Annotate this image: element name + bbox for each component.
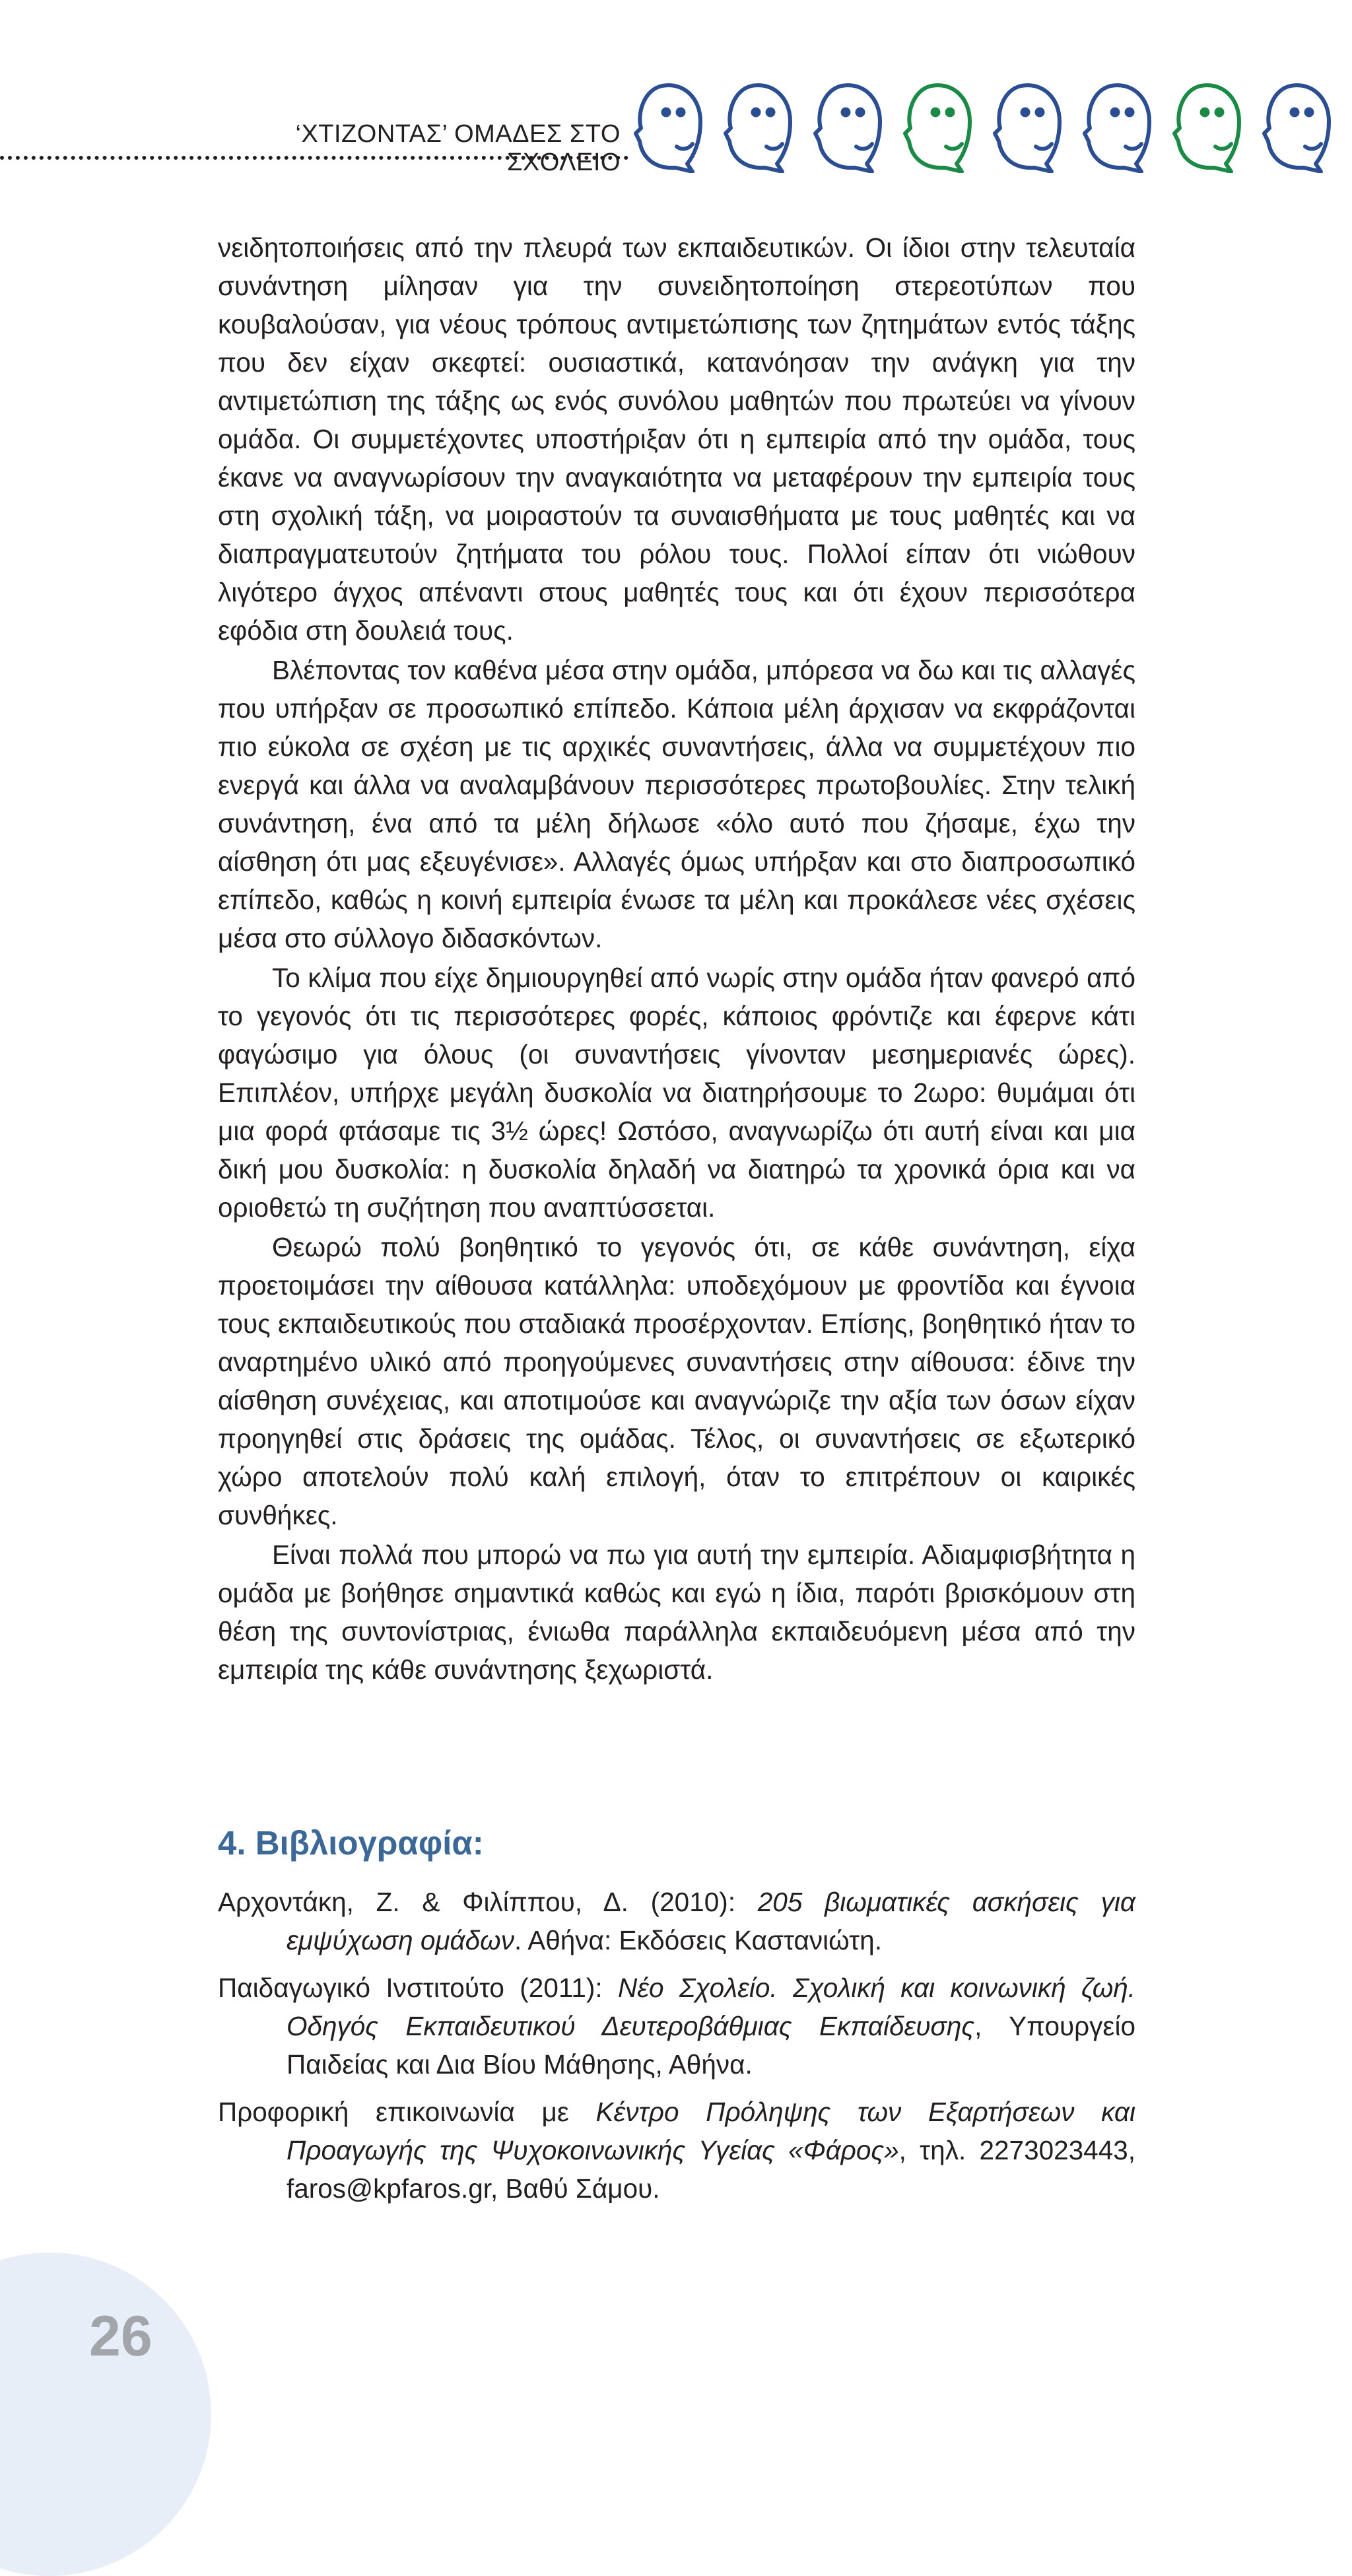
header-dotted-rule	[0, 156, 628, 160]
face-icon-8	[1264, 85, 1329, 172]
body-paragraph: Το κλίμα που είχε δημιουργηθεί από νωρίς στην ομάδα ήταν φανερό από το γεγονός ότι τις περισσότερες φορές, κάποιος φρόντιζε και έφερνε κάτι φαγώσιμο για όλους (οι συναντήσεις γίνονταν μεσημεριανές ώρες). Επιπλέον, υπήρχε μεγάλη δυσκολία να διατηρήσουμε το 2ωρο: θυμάμαι ότι μια φορά φτάσαμε τις 3½ ώρες! Ωστόσο, αναγνωρίζω ότι αυτή είναι και μια δική μου δυσκολία: η δυσκολία δηλαδή να διατηρώ τα χρονικά όρια και να οριοθετώ τη συζήτηση που αναπτύσσεται.	[218, 963, 1135, 1223]
face-icon-5	[995, 85, 1060, 172]
bibliography-entry	[218, 2093, 1135, 2208]
header-faces-decoration	[630, 74, 1352, 173]
ref-title: Νέο Σχολείο. Σχολική και κοινωνική ζωή. Οδηγός Εκπαιδευτικού Δευτεροβάθμιας Εκπαίδευσης	[287, 1973, 1135, 2041]
ref-authors: Παιδαγωγικό Ινστιτούτο (2011):	[218, 1973, 618, 2003]
face-icon-4	[905, 85, 970, 172]
face-icon-1	[636, 85, 700, 172]
faces-illustration	[630, 74, 1352, 173]
ref-authors: Προφορική επικοινωνία με	[218, 2097, 596, 2127]
running-header-title: ‘ΧΤΙΖΟΝΤΑΣ’ ΟΜΑΔΕΣ ΣΤΟ ΣΧΟΛΕΙΟ	[295, 120, 621, 176]
ref-authors: Αρχοντάκη, Ζ. & Φιλίππου, Δ. (2010):	[218, 1887, 758, 1917]
ref-publisher: , τηλ. 2273023443, faros@kpfaros.gr, Βαθύ Σάμου.	[287, 2135, 1135, 2204]
face-icon-7	[1174, 85, 1239, 172]
body-paragraph: Βλέποντας τον καθένα μέσα στην ομάδα, μπόρεσα να δω και τις αλλαγές που υπήρξαν σε προσωπικό επίπεδο. Κάποια μέλη άρχισαν να εκφράζονται πιο εύκολα σε σχέση με τις αρχικές συναντήσεις, άλλα να συμμετέχουν πιο ενεργά και άλλα να αναλαμβάνουν περισσότερες πρωτοβουλίες. Στην τελική συνάντηση, ένα από τα μέλη δήλωσε «όλο αυτό που ζήσαμε, έχω την αίσθηση ότι μας εξευγένισε». Αλλαγές όμως υπήρξαν και στο διαπροσωπικό επίπεδο, καθώς η κοινή εμπειρία ένωσε τα μέλη και προκάλεσε νέες σχέσεις μέσα στο σύλλογο διδασκόντων.	[218, 655, 1135, 953]
face-icon-3	[815, 85, 880, 172]
bibliography-entry	[218, 1883, 1135, 1959]
bibliography-entry	[218, 1969, 1135, 2084]
ref-publisher: , Υπουργείο Παιδείας και Δια Βίου Μάθησης, Αθήνα.	[287, 2011, 1135, 2080]
bibliography-heading: 4. Βιβλιογραφία:	[218, 1824, 484, 1862]
ref-title: Κέντρο Πρόληψης των Εξαρτήσεων και Προαγωγής της Ψυχοκοινωνικής Υγείας «Φάρος»	[287, 2097, 1135, 2165]
face-icon-2	[726, 85, 790, 172]
ref-publisher: . Αθήνα: Εκδόσεις Καστανιώτη.	[514, 1925, 882, 1955]
article-body	[218, 228, 1135, 1690]
ref-title: 205 βιωματικές ασκήσεις για εμψύχωση ομάδων	[287, 1887, 1135, 1955]
page-number-circle	[0, 2253, 211, 2576]
face-icon-6	[1085, 85, 1149, 172]
body-paragraph: Είναι πολλά που μπορώ να πω για αυτή την εμπειρία. Αδιαμφισβήτητα η ομάδα με βοήθησε σημαντικά καθώς και εγώ η ίδια, παρότι βρισκόμουν στη θέση της συντονίστριας, ένιωθα παράλληλα εκπαιδευόμενη μέσα από την εμπειρία της κάθε συνάντησης ξεχωριστά.	[218, 1540, 1135, 1685]
bibliography-list	[218, 1883, 1135, 2217]
page-number: 26	[89, 2305, 152, 2368]
body-paragraph: Θεωρώ πολύ βοηθητικό το γεγονός ότι, σε κάθε συνάντηση, είχα προετοιμάσει την αίθουσα κατάλληλα: υποδεχόμουν με φροντίδα και έγνοια τους εκπαιδευτικούς που σταδιακά προσέρχονταν. Επίσης, βοηθητικό ήταν το αναρτημένο υλικό από προηγούμενες συναντήσεις στην αίθουσα: έδινε την αίσθηση συνέχειας, και αποτιμούσε και αναγνώριζε την αξία των όσων είχαν προηγηθεί στις δράσεις της ομάδας. Τέλος, οι συναντήσεις σε εξωτερικό χώρο αποτελούν πολύ καλή επιλογή, όταν το επιτρέπουν οι καιρικές συνθήκες.	[218, 1232, 1135, 1530]
body-paragraph: νειδητοποιήσεις από την πλευρά των εκπαιδευτικών. Οι ίδιοι στην τελευταία συνάντηση μίλησαν για την συνειδητοποίηση στερεοτύπων που κουβαλούσαν, για νέους τρόπους αντιμετώπισης των ζητημάτων εντός τάξης που δεν είχαν σκεφτεί: ουσιαστικά, κατανόησαν την ανάγκη για την αντιμετώπιση της τάξης ως ενός συνόλου μαθητών που πρωτεύει να γίνουν ομάδα. Οι συμμετέχοντες υποστήριξαν ότι η εμπειρία από την ομάδα, τους έκανε να αναγνωρίσουν την αναγκαιότητα να μεταφέρουν την εμπειρία τους στη σχολική τάξη, να μοιραστούν τα συναισθήματα με τους μαθητές και να διαπραγματευτούν ζητήματα του ρόλου τους. Πολλοί είπαν ότι νιώθουν λιγότερο άγχος απέναντι στους μαθητές τους και ότι έχουν περισσότερα εφόδια στη δουλειά τους.	[218, 232, 1135, 646]
